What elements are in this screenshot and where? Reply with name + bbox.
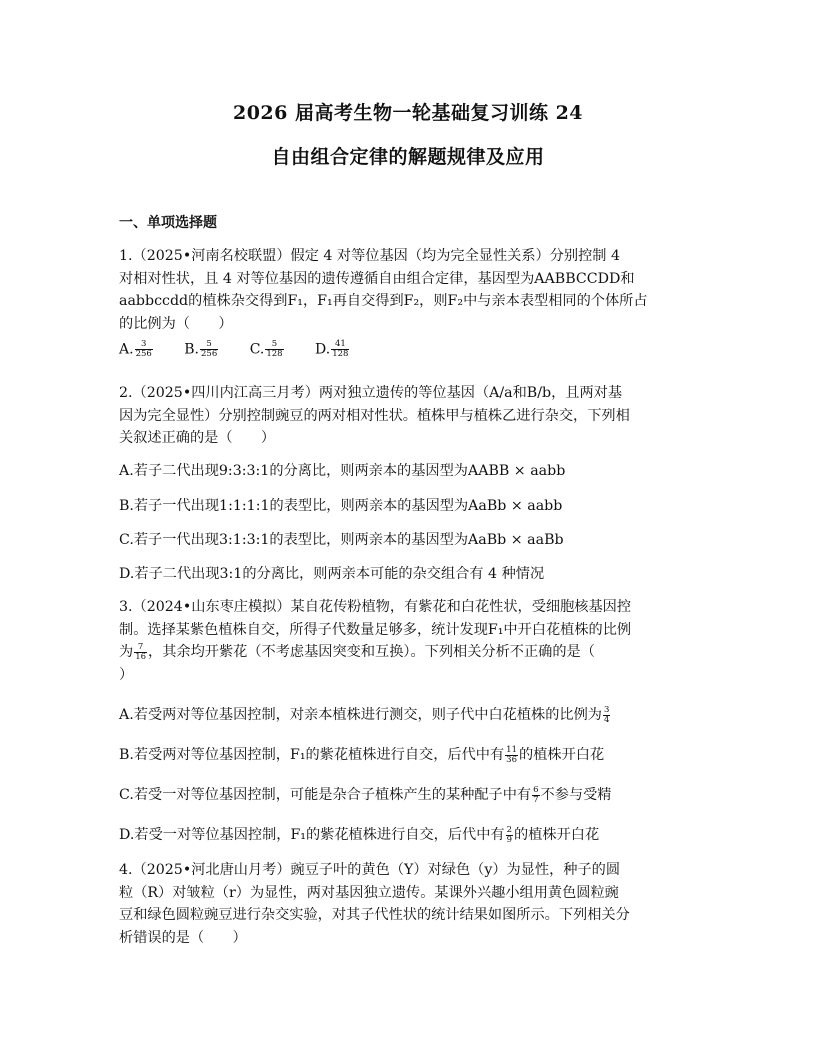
fraction-denominator: 256 xyxy=(135,349,152,359)
question-1-line: 对相对性状，且 4 对等位基因的遗传遵循自由组合定律，基因型为AABBCCDD和 xyxy=(119,270,635,287)
question-4-line: 4.（2025•河北唐山月考）豌豆子叶的黄色（Y）对绿色（y）为显性，种子的圆 xyxy=(119,862,621,878)
fraction-numerator: 5 xyxy=(200,340,218,350)
fraction xyxy=(603,706,610,725)
text-segment: ，其余均开紫花（不考虑基因突变和互换）。下列相关分析不正确的是（ xyxy=(148,644,595,660)
question-3-option-a[interactable] xyxy=(119,704,611,725)
question-2-line: 关叙述正确的是（ ） xyxy=(119,430,276,446)
question-3-option-b[interactable] xyxy=(119,744,604,765)
question-2-option-a[interactable]: A.若子二代出现9:3:3:1的分离比，则两亲本的基因型为AABB × aabb xyxy=(119,463,566,479)
question-1-option-a[interactable] xyxy=(119,340,154,359)
fraction-numerator: 3 xyxy=(135,340,153,350)
option-text: 的植株开白花 xyxy=(514,827,600,843)
fraction xyxy=(505,746,518,765)
fraction-denominator: 7 xyxy=(533,794,539,805)
question-2-line: 因为完全显性）分别控制豌豆的两对相对性状。植株甲与植株乙进行杂交，下列相 xyxy=(119,407,630,424)
fraction-numerator: 3 xyxy=(603,704,610,715)
section-heading: 一、单项选择题 xyxy=(119,215,217,231)
option-text: A.若受两对等位基因控制，对亲本植株进行测交，则子代中白花植株的比例为 xyxy=(119,707,602,723)
question-1-line: 1.（2025•河南名校联盟）假定 4 对等位基因（均为完全显性关系）分别控制 4 xyxy=(119,248,621,264)
question-4-line: 粒（R）对皱粒（r）为显性，两对基因独立遗传。某课外兴趣小组用黄色圆粒豌 xyxy=(119,884,619,901)
option-text: 的植株开白花 xyxy=(519,747,605,763)
fraction-numerator: 41 xyxy=(331,340,349,350)
question-3-option-d[interactable] xyxy=(119,824,599,845)
question-2-option-d[interactable]: D.若子二代出现3:1的分离比，则两亲本可能的杂交组合有 4 种情况 xyxy=(119,566,545,582)
option-label: B. xyxy=(184,341,199,358)
option-label: D. xyxy=(315,341,331,358)
fraction-denominator: 9 xyxy=(506,834,513,845)
fraction-denominator: 36 xyxy=(506,754,517,765)
text-segment: 为 xyxy=(119,644,134,660)
fraction-numerator: 5 xyxy=(265,340,283,350)
fraction-numerator: 11 xyxy=(506,744,517,755)
question-2-stem xyxy=(119,382,699,450)
fraction-denominator: 256 xyxy=(201,349,218,359)
question-1-option-c[interactable] xyxy=(250,340,285,359)
document-title: 2026 届高考生物一轮基础复习训练 24 xyxy=(232,102,584,124)
option-text: 不参与受精 xyxy=(540,787,612,803)
fraction-numerator: 2 xyxy=(506,824,513,835)
fraction xyxy=(506,826,513,845)
question-1-line: aabbccdd的植株杂交得到F₁，F₁再自交得到F₂，则F₂中与亲本表型相同的个体所占 xyxy=(119,293,648,309)
question-1-option-b[interactable] xyxy=(184,340,219,359)
fraction-denominator: 16 xyxy=(135,651,147,662)
fraction-denominator: 128 xyxy=(332,349,349,359)
fraction-denominator: 4 xyxy=(603,714,610,725)
question-2-option-b[interactable]: B.若子一代出现1:1:1:1的表型比，则两亲本的基因型为AaBb × aabb xyxy=(119,498,563,514)
option-text: B.若受两对等位基因控制，F₁的紫花植株进行自交，后代中有 xyxy=(119,747,505,763)
question-4-stem xyxy=(119,859,699,949)
fraction-numerator: 6 xyxy=(533,784,539,795)
question-3-line: 3.（2024•山东枣庄模拟）某自花传粉植物，有紫花和白花性状，受细胞核基因控 xyxy=(119,599,632,615)
question-1-options xyxy=(119,340,376,359)
fraction xyxy=(265,340,283,359)
fraction xyxy=(135,340,153,359)
option-text: D.若受一对等位基因控制，F₁的紫花植株进行自交，后代中有 xyxy=(119,827,505,843)
question-2-line: 2.（2025•四川内江高三月考）两对独立遗传的等位基因（A/a和B/b，且两对基 xyxy=(119,385,623,401)
fraction xyxy=(532,786,539,805)
fraction xyxy=(331,340,349,359)
question-4-line: 析错误的是（ ） xyxy=(119,929,247,946)
question-1-stem xyxy=(119,245,699,335)
option-label: A. xyxy=(119,341,134,358)
fraction xyxy=(134,643,147,662)
option-text: C.若受一对等位基因控制，可能是杂合子植株产生的某种配子中有 xyxy=(119,787,532,803)
document-subtitle: 自由组合定律的解题规律及应用 xyxy=(271,146,545,168)
question-3-stem xyxy=(119,596,699,686)
fraction-numerator: 7 xyxy=(134,643,147,653)
question-3-line: ） xyxy=(119,666,134,683)
option-label: C. xyxy=(249,341,265,358)
question-3-option-c[interactable] xyxy=(119,784,612,805)
question-3-line xyxy=(119,641,699,664)
question-1-option-d[interactable] xyxy=(315,340,350,359)
question-1-line: 的比例为（ ） xyxy=(119,315,233,332)
question-3-line: 制。选择某紫色植株自交，所得子代数量足够多，统计发现F₁中开白花植株的比例 xyxy=(119,621,632,638)
question-2-option-c[interactable]: C.若子一代出现3:1:3:1的表型比，则两亲本的基因型为AaBb × aaBb xyxy=(119,532,564,548)
question-4-line: 豆和绿色圆粒豌豆进行杂交实验，对其子代性状的统计结果如图所示。下列相关分 xyxy=(119,907,630,923)
fraction-denominator: 128 xyxy=(266,349,283,359)
fraction xyxy=(200,340,218,359)
